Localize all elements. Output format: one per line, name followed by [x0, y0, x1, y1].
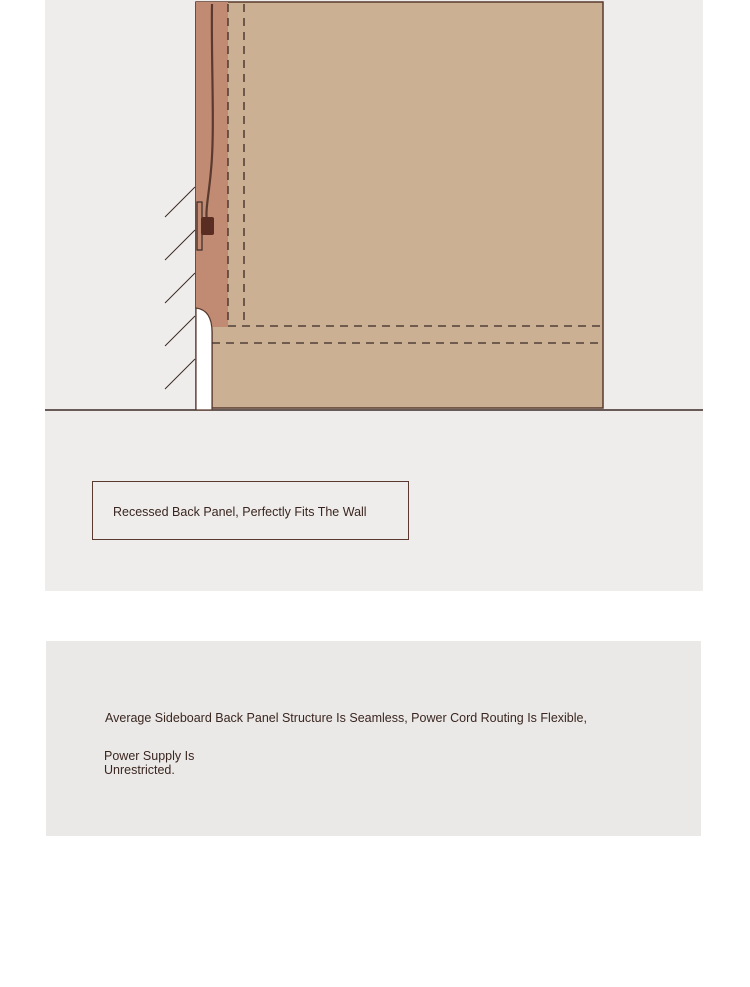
wall-hatch-marks	[165, 187, 195, 389]
caption-recessed-panel: Recessed Back Panel, Perfectly Fits The Wall	[113, 505, 367, 519]
cabinet-body	[196, 2, 603, 408]
description-panel	[46, 641, 701, 836]
sideboard-cross-section-diagram	[45, 0, 703, 412]
plug	[201, 217, 214, 235]
description-line-1: Average Sideboard Back Panel Structure Is Seamless, Power Cord Routing Is Flexible,	[105, 711, 587, 725]
plinth-gap	[196, 308, 212, 410]
caption-box	[92, 481, 409, 540]
description-line-2: Power Supply Is Unrestricted.	[104, 749, 195, 777]
